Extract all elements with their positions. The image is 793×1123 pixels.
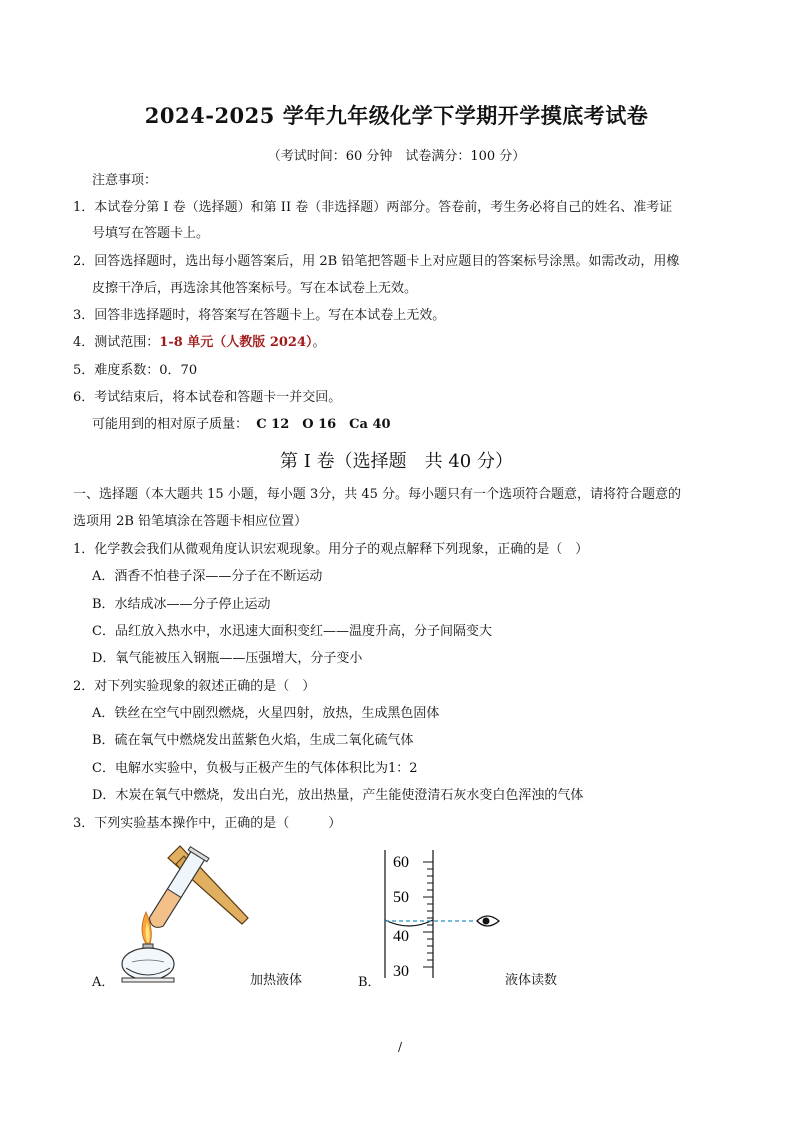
part1-intro-a: 一、选择题（本大题共 15 小题，每小题 3分，共 45 分。每小题只有一个选项符合题意，请将符合题意的 (73, 487, 682, 502)
part1-intro-b: 选项用 2B 铅笔填涂在答题卡相应位置） (73, 514, 308, 529)
note-6: 6．考试结束后，将本试卷和答题卡一并交回。 (73, 390, 342, 405)
note-2b: 皮擦干净后，再选涂其他答案标号。写在本试卷上无效。 (92, 281, 418, 296)
q2-option-b: B．硫在氧气中燃烧发出蓝紫色火焰，生成二氧化硫气体 (92, 733, 414, 748)
q3-option-a-letter: A． (92, 975, 115, 990)
section-title: 第 I 卷（选择题 共 40 分） (280, 451, 513, 472)
scale-label-30: 30 (393, 963, 409, 980)
scale-label-40: 40 (393, 928, 409, 945)
note-4-prefix: 4．测试范围： (73, 335, 160, 350)
atomic-mass-values: C 12 O 16 Ca 40 (256, 417, 391, 432)
notes-heading: 注意事项： (92, 173, 158, 188)
exam-subtitle: （考试时间：60 分钟 试卷满分：100 分） (267, 149, 526, 164)
eye-icon (477, 916, 499, 926)
atomic-mass-line (92, 416, 391, 434)
q2-option-d: D．木炭在氧气中燃烧，发出白光，放出热量，产生能使澄清石灰水变白色浑浊的气体 (92, 788, 584, 803)
note-4-range: 1-8 单元（人教版 2024） (159, 335, 313, 350)
note-3: 3．回答非选择题时，将答案写在答题卡上。写在本试卷上无效。 (73, 308, 446, 323)
note-5: 5．难度系数：0．70 (73, 363, 198, 378)
q2-option-a: A．铁丝在空气中剧烈燃烧，火星四射，放热，生成黑色固体 (92, 706, 440, 721)
exam-title: 2024-2025 学年九年级化学下学期开学摸底考试卷 (144, 103, 649, 128)
q1-option-d: D．氧气能被压入钢瓶——压强增大，分子变小 (92, 651, 363, 666)
note-4-suffix: 。 (312, 335, 326, 350)
q1-option-a: A．酒香不怕巷子深——分子在不断运动 (92, 569, 323, 584)
heating-liquid-illustration (110, 840, 255, 985)
q2-option-c: C．电解水实验中，负极与正极产生的气体体积比为1：2 (92, 761, 418, 776)
scale-label-50: 50 (393, 889, 409, 906)
q1-option-c: C．品红放入热水中，水迅速大面积变红——温度升高，分子间隔变大 (92, 624, 492, 639)
alcohol-lamp (122, 944, 174, 982)
q3-stem: 3．下列实验基本操作中，正确的是（ ） (73, 816, 342, 831)
note-2a: 2．回答选择题时，选出每小题答案后，用 2B 铅笔把答题卡上对应题目的答案标号涂黑。如需改动，用橡 (73, 254, 680, 269)
q3-option-b-caption: 液体读数 (505, 973, 558, 988)
q1-option-b: B．水结成冰——分子停止运动 (92, 597, 271, 612)
q1-stem: 1．化学教会我们从微观角度认识宏观现象。用分子的观点解释下列现象，正确的是（ ） (73, 542, 589, 557)
atomic-mass-prefix: 可能用到的相对原子质量： (92, 417, 249, 432)
note-1b: 号填写在答题卡上。 (92, 226, 210, 241)
note-4 (73, 334, 326, 352)
q3-option-a-caption: 加热液体 (250, 973, 303, 988)
page-number: / (398, 1040, 403, 1054)
cylinder-scale-ticks (423, 862, 433, 967)
scale-label-60: 60 (393, 854, 409, 871)
q2-stem: 2．对下列实验现象的叙述正确的是（ ） (73, 679, 316, 694)
q3-option-b-letter: B． (358, 975, 381, 990)
note-1a: 1．本试卷分第 I 卷（选择题）和第 II 卷（非选择题）两部分。答卷前，考生务必将自己的姓名、准考证 (73, 200, 673, 215)
graduated-cylinder-illustration (375, 848, 505, 983)
